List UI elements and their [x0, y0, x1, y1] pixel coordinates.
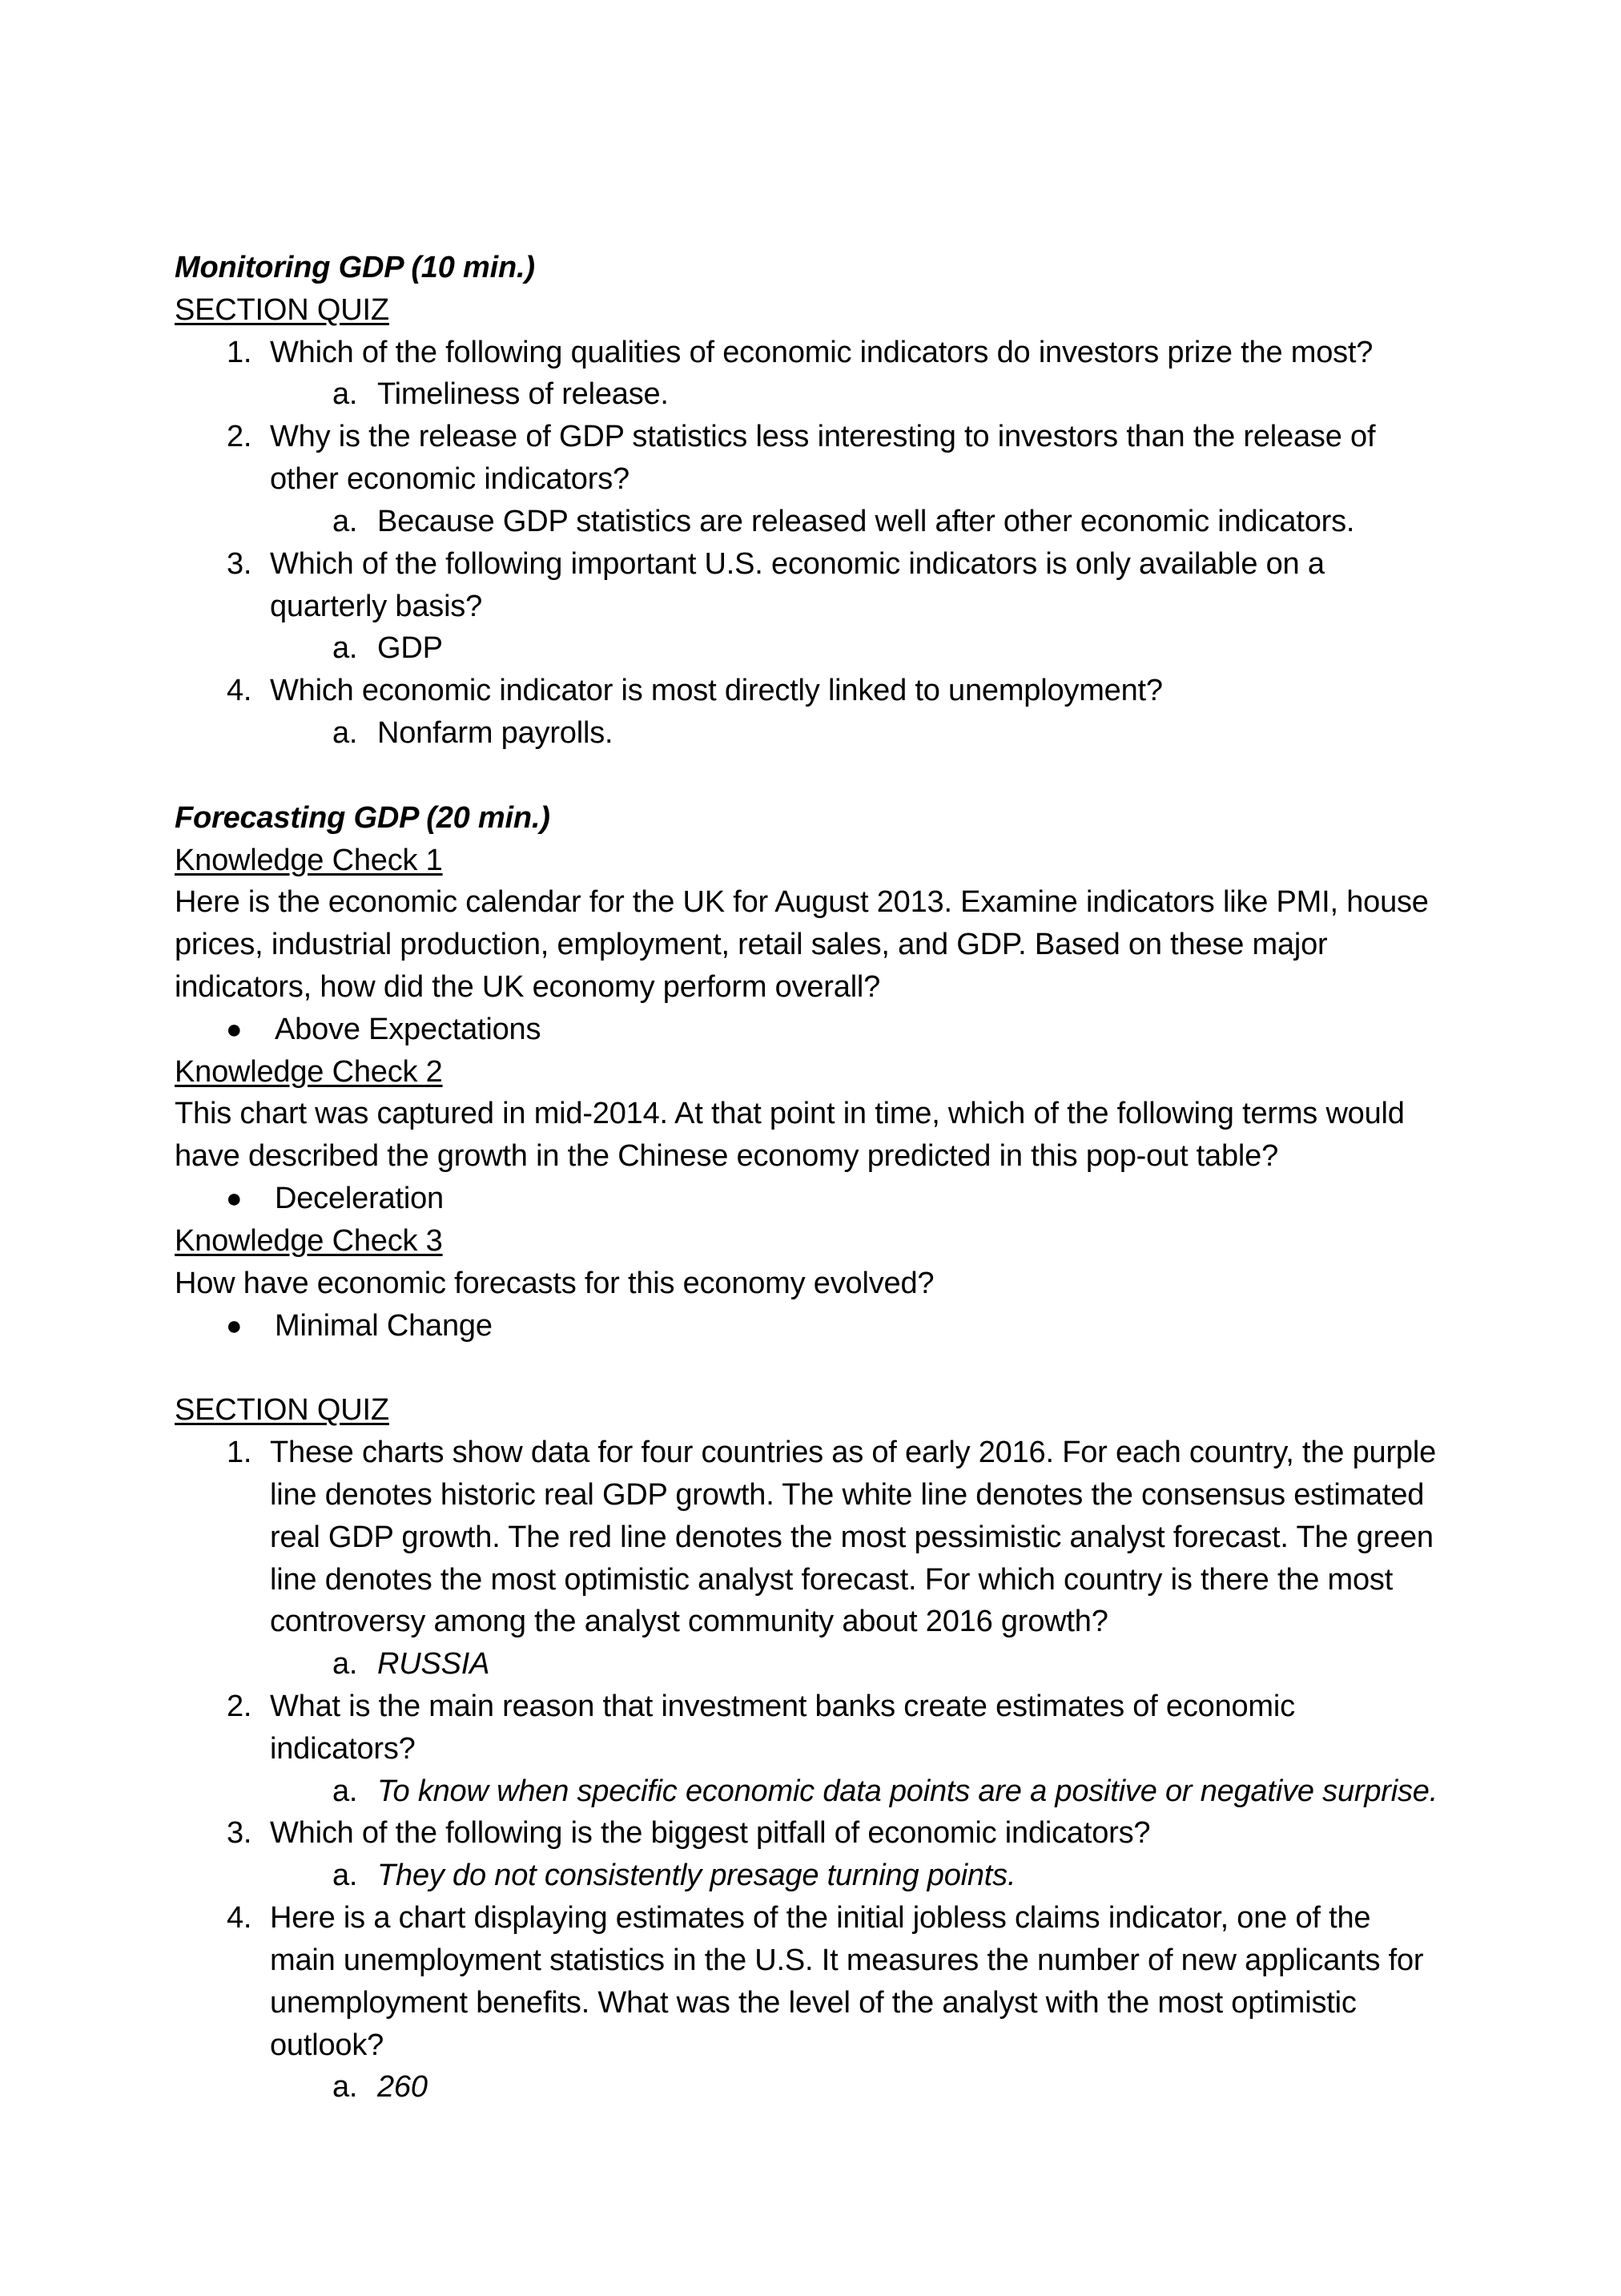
list-letter: a.: [332, 631, 358, 666]
knowledge-check-label: [175, 840, 1438, 882]
quiz-answer: [175, 2066, 1438, 2109]
knowledge-check-prompt: Here is the economic calendar for the UK for August 2013. Examine indicators like PMI, house prices, industrial production, employment, retail sales, and GDP. Based on these major indicators, how did the UK economy perform overall?: [175, 885, 1429, 1004]
answer-text: Nonfarm payrolls.: [377, 715, 613, 750]
paragraph-spacer: [175, 755, 1438, 797]
list-number: 4.: [227, 1901, 252, 1935]
list-number: 3.: [227, 546, 252, 581]
quiz-answer: [175, 627, 1438, 670]
question-text: Why is the release of GDP statistics less interesting to investors than the release of other economic indicators?: [270, 420, 1376, 497]
knowledge-check-label: [175, 1220, 1438, 1263]
quiz-answer: [175, 1770, 1438, 1813]
list-number: 4.: [227, 674, 252, 708]
list-letter: a.: [332, 504, 358, 538]
question-text: Here is a chart displaying estimates of the initial jobless claims indicator, one of the main unemployment statistics in the U.S. It measures the number of new applicants for unemployment benefits. What was the level of the analyst with the most optimistic outlook?: [270, 1901, 1424, 2062]
list-letter: a.: [332, 715, 358, 750]
section-heading-forecasting-gdp: Forecasting GDP (20 min.): [175, 800, 550, 835]
answer-text: RUSSIA: [377, 1647, 490, 1682]
answer-text: GDP: [377, 631, 443, 666]
question-text: Which of the following important U.S. economic indicators is only available on a quarterly basis?: [270, 546, 1325, 623]
answer-text: Timeliness of release.: [377, 377, 669, 412]
answer-text: Above Expectations: [275, 1012, 541, 1046]
bullet-icon: ●: [226, 1013, 243, 1045]
quiz-question: [175, 1432, 1438, 1643]
section-quiz-label-monitoring: [175, 289, 1438, 332]
section-quiz-label-forecasting: [175, 1389, 1438, 1432]
quiz-answer: [175, 373, 1438, 416]
question-text: Which of the following is the biggest pitfall of economic indicators?: [270, 1816, 1151, 1851]
quiz-question: [175, 543, 1438, 628]
quiz-answer: [175, 1643, 1438, 1686]
quiz-question: [175, 1812, 1438, 1855]
quiz-question: [175, 332, 1438, 374]
knowledge-check-underlined-text: Knowledge Check 2: [175, 1054, 443, 1089]
list-number: 1.: [227, 1436, 252, 1470]
quiz-answer: [175, 501, 1438, 543]
answer-text: Because GDP statistics are released well after other economic indicators.: [377, 504, 1355, 538]
quiz-question: [175, 1897, 1438, 2066]
document-body: [175, 247, 1438, 2109]
list-letter: a.: [332, 2070, 358, 2105]
quiz-answer: [175, 712, 1438, 755]
answer-text: 260: [377, 2070, 428, 2105]
knowledge-check-underlined-text: Knowledge Check 3: [175, 1223, 443, 1258]
list-number: 2.: [227, 420, 252, 454]
quiz-question: [175, 1686, 1438, 1770]
knowledge-check-answer: [175, 1178, 1438, 1220]
answer-text: Minimal Change: [275, 1308, 493, 1343]
question-text: What is the main reason that investment banks create estimates of economic indicators?: [270, 1690, 1295, 1766]
section-heading-monitoring-gdp: Monitoring GDP (10 min.): [175, 251, 535, 284]
list-number: 1.: [227, 335, 252, 369]
bullet-icon: ●: [226, 1310, 243, 1341]
quiz-question: [175, 416, 1438, 501]
knowledge-check-underlined-text: Knowledge Check 1: [175, 843, 443, 877]
knowledge-check-prompt: How have economic forecasts for this economy evolved?: [175, 1266, 935, 1300]
list-letter: a.: [332, 377, 358, 412]
answer-text: They do not consistently presage turning points.: [377, 1859, 1016, 1893]
question-text: Which of the following qualities of economic indicators do investors prize the most?: [270, 335, 1374, 369]
knowledge-check-answer: [175, 1009, 1438, 1051]
bullet-icon: ●: [226, 1183, 243, 1214]
section-quiz-underlined-text: SECTION QUIZ: [175, 292, 389, 327]
knowledge-check-label: [175, 1051, 1438, 1094]
answer-text: To know when specific economic data points are a positive or negative surprise.: [377, 1774, 1438, 1808]
list-number: 2.: [227, 1690, 252, 1723]
quiz-question: [175, 670, 1438, 712]
list-letter: a.: [332, 1774, 358, 1808]
question-text: Which economic indicator is most directly linked to unemployment?: [270, 674, 1163, 708]
quiz-answer: [175, 1855, 1438, 1897]
knowledge-check-answer: [175, 1305, 1438, 1347]
list-letter: a.: [332, 1859, 358, 1893]
list-letter: a.: [332, 1647, 358, 1682]
knowledge-check-prompt: This chart was captured in mid-2014. At that point in time, which of the following terms would have described the growth in the Chinese economy predicted in this pop-out table?: [175, 1097, 1405, 1174]
section-quiz-underlined-text: SECTION QUIZ: [175, 1393, 389, 1428]
list-number: 3.: [227, 1816, 252, 1851]
answer-text: Deceleration: [275, 1182, 444, 1216]
question-text: These charts show data for four countries as of early 2016. For each country, the purple line denotes historic real GDP growth. The white line denotes the consensus estimated real GDP growth. The red line denotes the most pessimistic analyst forecast. The green line denotes the most optimistic analyst forecast. For which country is there the most controversy among the analyst community about 2016 growth?: [270, 1436, 1437, 1639]
paragraph-spacer: [175, 1347, 1438, 1389]
